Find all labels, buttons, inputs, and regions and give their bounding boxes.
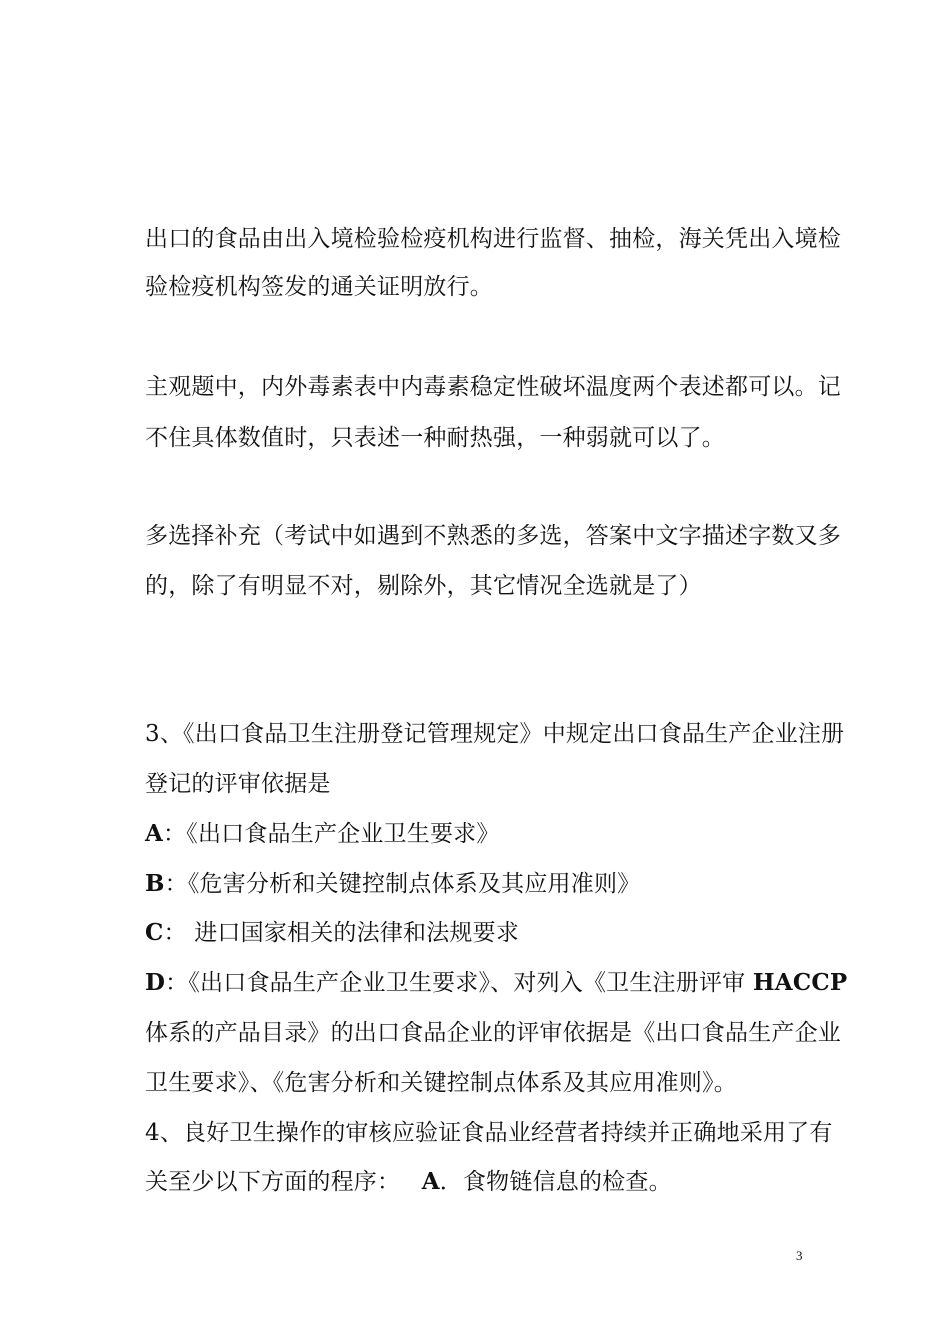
question-3-line-1: 3、《出口食品卫生注册登记管理规定》中规定出口食品生产企业注册	[145, 721, 845, 747]
question-4-option-a-text: ．食物链信息的检查。	[439, 1169, 672, 1195]
option-d-text: ：《出口食品生产企业卫生要求》、对列入《卫生注册评审	[165, 970, 746, 996]
question-4-option-a-label: A	[421, 1168, 440, 1195]
paragraph-2-line-1: 主观题中，内外毒素表中内毒素稳定性破坏温度两个表述都可以。记	[145, 374, 841, 400]
paragraph-3-line-2: 的，除了有明显不对，剔除外，其它情况全选就是了）	[145, 573, 702, 599]
page-number: 3	[796, 1248, 803, 1263]
paragraph-1-line-1: 出口的食品由出入境检验检疫机构进行监督、抽检，海关凭出入境检	[145, 226, 841, 252]
option-d-line-1	[145, 968, 848, 998]
option-a	[145, 819, 810, 849]
option-d-label: D	[145, 969, 166, 996]
question-4-line-1: 4、良好卫生操作的审核应验证食品业经营者持续并正确地采用了有	[145, 1120, 833, 1146]
option-c	[145, 918, 810, 948]
option-d-line-3: 卫生要求》、《危害分析和关键控制点体系及其应用准则》。	[145, 1070, 737, 1096]
option-b-label: B	[145, 870, 165, 897]
option-d-line-2: 体系的产品目录》的出口食品企业的评审依据是《出口食品生产企业	[145, 1020, 841, 1046]
option-c-label: C	[145, 919, 164, 946]
paragraph-2-line-2: 不住具体数值时，只表述一种耐热强，一种弱就可以了。	[145, 425, 725, 451]
option-d-bold-term: HACCP	[752, 969, 848, 996]
option-b	[145, 869, 810, 899]
question-3-line-2: 登记的评审依据是	[145, 771, 331, 797]
paragraph-3-line-1: 多选择补充（考试中如遇到不熟悉的多选，答案中文字描述字数又多	[145, 523, 841, 549]
question-4-prefix: 关至少以下方面的程序：	[145, 1169, 401, 1195]
paragraph-1-line-2: 验检疫机构签发的通关证明放行。	[145, 274, 493, 300]
option-b-text: ：《危害分析和关键控制点体系及其应用准则》	[164, 871, 641, 897]
option-c-text: ： 进口国家相关的法律和法规要求	[163, 920, 520, 946]
option-a-text: ：《出口食品生产企业卫生要求》	[163, 821, 500, 847]
question-4-line-2	[145, 1167, 810, 1197]
option-a-label: A	[145, 820, 164, 847]
